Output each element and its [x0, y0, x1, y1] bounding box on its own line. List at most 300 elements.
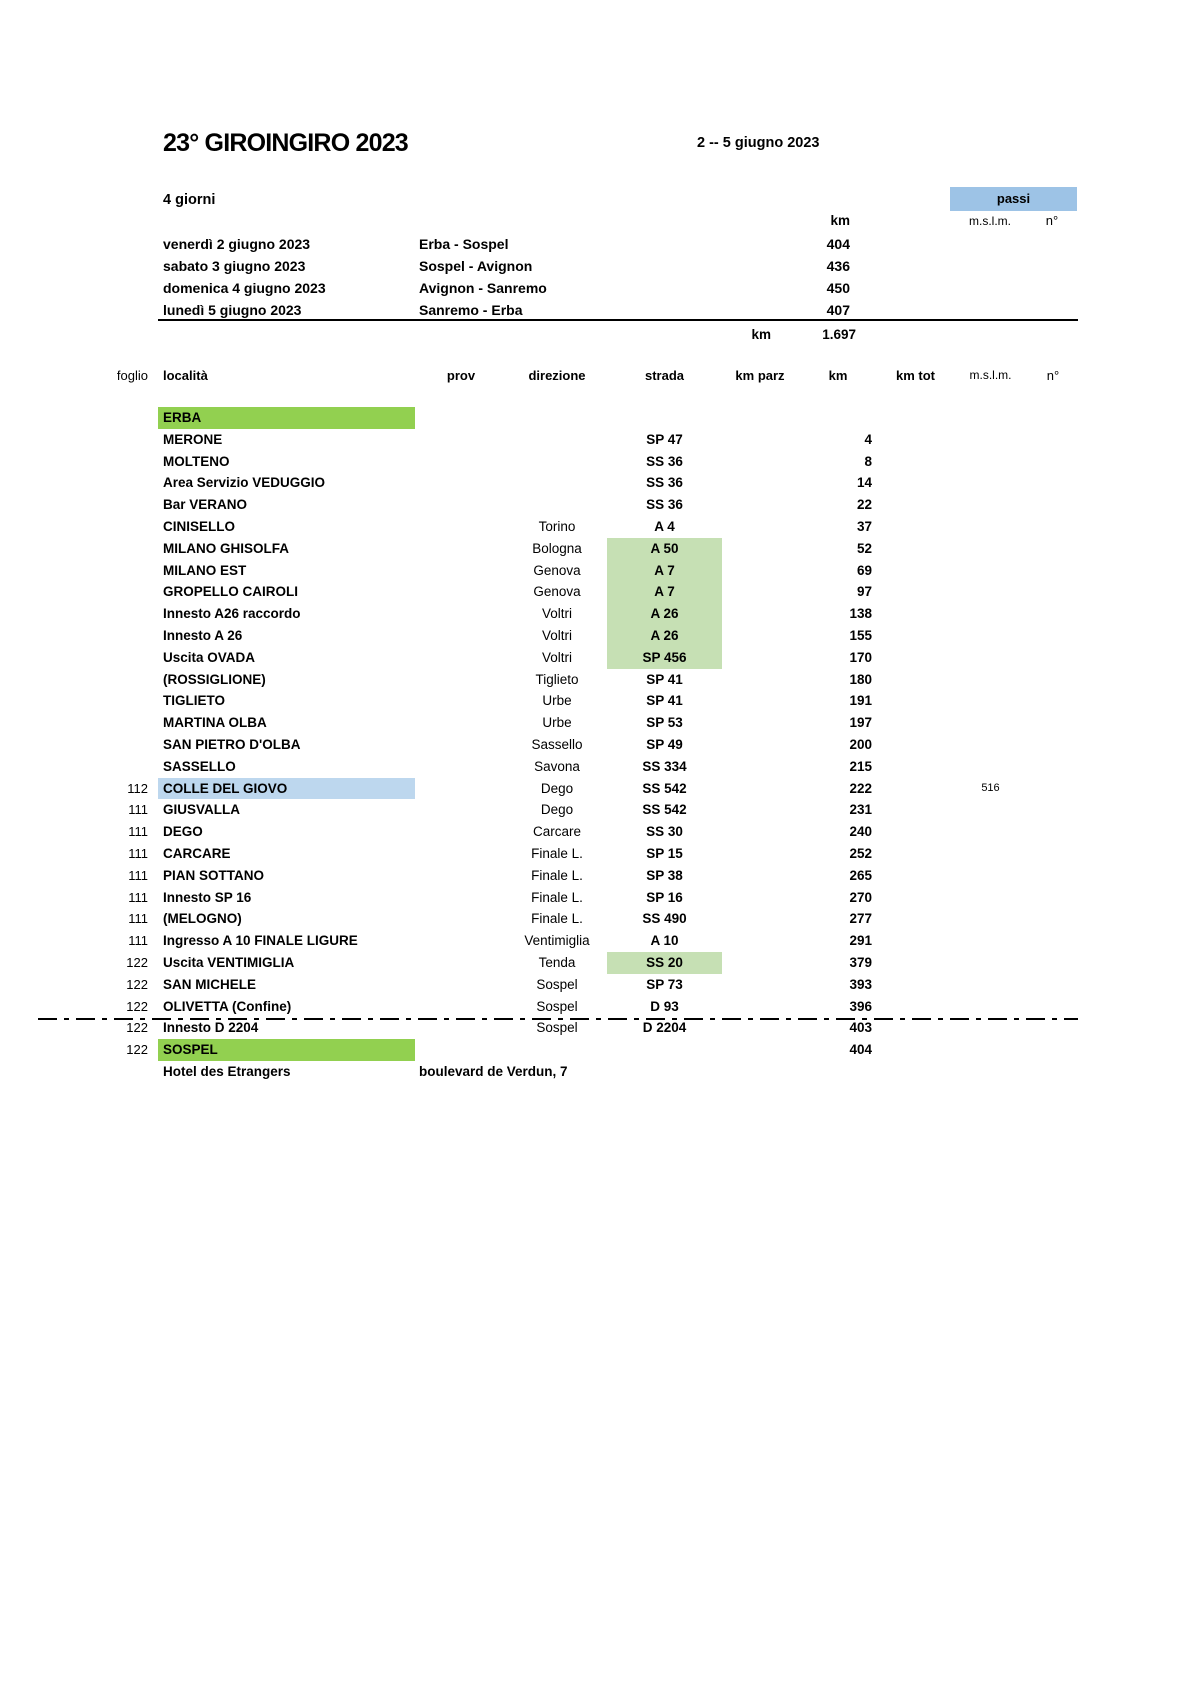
cell-strada: D 2204 — [642, 1020, 687, 1036]
cell-km-tot — [878, 799, 953, 821]
cell-direzione — [507, 472, 607, 494]
table-row — [105, 472, 1078, 494]
table-row — [105, 865, 1078, 887]
cell-km-tot — [878, 690, 953, 712]
cell-strada: SP 15 — [646, 845, 683, 861]
header-direzione: direzione — [528, 367, 586, 383]
cell-mslm — [953, 494, 1028, 516]
summary-route: Sospel - Avignon — [419, 258, 533, 274]
summary-row — [163, 277, 1190, 299]
cell-strada: A 10 — [650, 933, 679, 949]
cell-strada: SP 73 — [646, 976, 683, 992]
cell-localita: Bar VERANO — [163, 497, 248, 513]
cell-direzione: Sospel — [536, 1020, 578, 1036]
cell-direzione: Bologna — [532, 540, 582, 556]
cell-km-parz — [722, 821, 798, 843]
cell-direzione: Ventimiglia — [524, 933, 590, 949]
cell-strada: SS 542 — [642, 780, 687, 796]
cell-n — [1028, 494, 1078, 516]
header-strada: strada — [644, 367, 685, 383]
cell-strada: A 26 — [607, 625, 722, 647]
table-row — [105, 647, 1078, 669]
cell-foglio: 112 — [127, 780, 148, 796]
cell-direzione: Dego — [540, 802, 574, 818]
table-row — [105, 930, 1078, 952]
cell-mslm — [953, 407, 1028, 429]
cell-direzione: Carcare — [532, 824, 581, 840]
cell-km: 8 — [864, 453, 872, 469]
cell-km-parz — [722, 494, 798, 516]
cell-direzione: Urbe — [542, 693, 572, 709]
cell-km — [798, 407, 878, 429]
cell-km-parz — [722, 407, 798, 429]
cell-km: 180 — [849, 671, 872, 687]
cell-localita: MARTINA OLBA — [163, 715, 267, 731]
cell-localita: MILANO GHISOLFA — [163, 540, 289, 556]
cell-strada: SS 30 — [646, 824, 683, 840]
cell-localita: Innesto A26 raccordo — [163, 606, 301, 622]
cell-prov — [415, 625, 507, 647]
cell-km-tot — [878, 952, 953, 974]
passi-header-box: passi — [950, 187, 1077, 211]
cell-mslm — [953, 1039, 1028, 1061]
table-row — [105, 1039, 1078, 1061]
cell-km: 404 — [849, 1042, 872, 1058]
cell-km: 393 — [849, 976, 872, 992]
cell-km-parz — [722, 887, 798, 909]
cell-n — [1028, 756, 1078, 778]
cell-localita: MOLTENO — [163, 453, 230, 469]
table-row — [105, 603, 1078, 625]
cell-strada: A 50 — [607, 538, 722, 560]
cell-mslm — [953, 647, 1028, 669]
cell-mslm — [953, 1061, 1028, 1083]
cell-n — [1028, 560, 1078, 582]
cell-mslm — [953, 756, 1028, 778]
cell-prov — [415, 429, 507, 451]
cell-prov — [415, 494, 507, 516]
cell-n — [1028, 865, 1078, 887]
cell-localita: (ROSSIGLIONE) — [163, 671, 266, 687]
cell-foglio — [105, 669, 158, 691]
cell-localita: Uscita OVADA — [163, 649, 256, 665]
cell-prov — [415, 690, 507, 712]
cell-prov — [415, 1039, 507, 1061]
cell-address: boulevard de Verdun, 7 — [419, 1063, 568, 1079]
cell-km-tot — [878, 494, 953, 516]
cell-localita: Hotel des Etrangers — [163, 1063, 291, 1079]
cell-km-tot — [878, 407, 953, 429]
cell-n — [1028, 952, 1078, 974]
summary-n-unit: n° — [1045, 213, 1059, 228]
cell-localita: SASSELLO — [163, 758, 236, 774]
cell-n — [1028, 821, 1078, 843]
cell-km-parz — [722, 1061, 798, 1083]
cell-direzione: Finale L. — [531, 911, 583, 927]
cell-km-tot — [878, 581, 953, 603]
cell-km-parz — [722, 712, 798, 734]
cell-mslm — [953, 930, 1028, 952]
table-row — [105, 887, 1078, 909]
itinerary-header-row — [105, 364, 1078, 386]
table-row — [105, 516, 1078, 538]
cell-km-parz — [722, 603, 798, 625]
summary-row — [163, 299, 1190, 321]
summary-date: lunedì 5 giugno 2023 — [163, 302, 302, 318]
cell-prov — [415, 930, 507, 952]
cell-direzione: Voltri — [541, 649, 572, 665]
table-row — [105, 1061, 1078, 1083]
cell-strada: SS 36 — [646, 497, 683, 513]
cell-foglio — [105, 407, 158, 429]
cell-foglio: 111 — [128, 867, 148, 883]
header-km: km — [828, 367, 848, 383]
cell-localita: OLIVETTA (Confine) — [163, 998, 292, 1014]
table-row — [105, 560, 1078, 582]
cell-km: 4 — [864, 431, 872, 447]
table-row — [105, 625, 1078, 647]
cell-km: 277 — [849, 911, 872, 927]
cell-prov — [415, 451, 507, 473]
cell-n — [1028, 581, 1078, 603]
cell-prov — [415, 712, 507, 734]
table-row — [105, 952, 1078, 974]
cell-km-tot — [878, 516, 953, 538]
table-row — [105, 581, 1078, 603]
cell-km-parz — [722, 451, 798, 473]
cell-localita: PIAN SOTTANO — [163, 867, 264, 883]
cell-prov — [415, 581, 507, 603]
cell-mslm — [953, 974, 1028, 996]
cell-foglio: 122 — [126, 998, 148, 1014]
cell-foglio: 122 — [126, 954, 148, 970]
cell-km-tot — [878, 647, 953, 669]
cell-mslm — [953, 1017, 1028, 1039]
cell-strada: SS 542 — [642, 802, 687, 818]
cell-km-tot — [878, 451, 953, 473]
cell-km: 52 — [856, 540, 872, 556]
cell-localita: Innesto SP 16 — [163, 889, 252, 905]
table-row — [105, 974, 1078, 996]
cell-n — [1028, 669, 1078, 691]
cell-localita: SAN MICHELE — [163, 976, 257, 992]
cell-km-parz — [722, 908, 798, 930]
cell-n — [1028, 1039, 1078, 1061]
header-km-parz: km parz — [735, 367, 785, 383]
cell-km-parz — [722, 974, 798, 996]
cell-km-parz — [722, 647, 798, 669]
cell-km-tot — [878, 887, 953, 909]
cell-strada: A 26 — [607, 603, 722, 625]
cell-prov — [415, 996, 507, 1018]
cell-prov — [415, 647, 507, 669]
cell-km-parz — [722, 756, 798, 778]
cell-direzione — [507, 407, 607, 429]
cell-mslm — [953, 690, 1028, 712]
cell-km: 231 — [849, 802, 872, 818]
cell-km-tot — [878, 778, 953, 800]
cell-km-tot — [878, 429, 953, 451]
cell-localita: CINISELLO — [163, 518, 236, 534]
header-n: n° — [1046, 367, 1060, 383]
cell-localita: Innesto D 2204 — [163, 1020, 259, 1036]
summary-mslm-unit: m.s.l.m. — [969, 214, 1011, 228]
cell-n — [1028, 799, 1078, 821]
cell-prov — [415, 799, 507, 821]
cell-direzione: Tiglieto — [535, 671, 579, 687]
cell-n — [1028, 451, 1078, 473]
cell-direzione: Voltri — [541, 627, 572, 643]
cell-direzione: Genova — [533, 562, 581, 578]
table-row — [105, 821, 1078, 843]
cell-mslm — [953, 603, 1028, 625]
cell-prov — [415, 669, 507, 691]
cell-prov — [415, 974, 507, 996]
summary-km: 450 — [826, 280, 850, 296]
total-km-value: 1.697 — [822, 327, 856, 342]
cell-km-tot — [878, 865, 953, 887]
cell-strada: SP 49 — [646, 736, 683, 752]
cell-localita: COLLE DEL GIOVO — [158, 778, 415, 800]
cell-direzione: Finale L. — [531, 867, 583, 883]
cell-strada: SP 53 — [646, 715, 683, 731]
cell-prov — [415, 865, 507, 887]
cell-prov — [415, 516, 507, 538]
cell-km-parz — [722, 734, 798, 756]
cell-strada — [607, 1061, 722, 1083]
cell-km-tot — [878, 908, 953, 930]
cell-strada: SS 490 — [642, 911, 687, 927]
table-row — [105, 429, 1078, 451]
summary-date: sabato 3 giugno 2023 — [163, 258, 306, 274]
cell-foglio — [105, 494, 158, 516]
cell-direzione: Finale L. — [531, 845, 583, 861]
cell-km: 191 — [849, 693, 872, 709]
cell-localita: GIUSVALLA — [163, 802, 240, 818]
cell-strada: SS 334 — [642, 758, 687, 774]
table-row — [105, 690, 1078, 712]
cell-km-parz — [722, 625, 798, 647]
cell-mslm — [953, 472, 1028, 494]
cell-km-tot — [878, 996, 953, 1018]
header-km-tot: km tot — [896, 367, 935, 383]
cell-direzione — [507, 1039, 607, 1061]
cell-foglio: 111 — [128, 802, 148, 818]
page-title: 23° GIROINGIRO 2023 — [163, 129, 408, 157]
cell-foglio: 111 — [128, 845, 148, 861]
country-border-dashdot-line — [38, 1018, 1078, 1020]
cell-localita: MERONE — [163, 431, 223, 447]
summary-km: 436 — [826, 258, 850, 274]
cell-km: 252 — [849, 845, 872, 861]
cell-km-parz — [722, 1017, 798, 1039]
cell-km: 200 — [849, 736, 872, 752]
cell-strada: A 7 — [607, 581, 722, 603]
cell-strada: SS 36 — [646, 475, 683, 491]
cell-prov — [415, 821, 507, 843]
summary-rows — [0, 233, 1190, 321]
cell-mslm — [953, 538, 1028, 560]
cell-localita: DEGO — [163, 824, 203, 840]
summary-route: Sanremo - Erba — [419, 302, 523, 318]
cell-direzione: Torino — [538, 518, 576, 534]
cell-mslm — [953, 908, 1028, 930]
cell-mslm — [953, 625, 1028, 647]
cell-localita: Area Servizio VEDUGGIO — [163, 475, 326, 491]
cell-foglio — [105, 734, 158, 756]
cell-direzione: Savona — [534, 758, 580, 774]
table-row — [105, 1017, 1078, 1039]
cell-n — [1028, 603, 1078, 625]
cell-prov — [415, 887, 507, 909]
cell-n — [1028, 930, 1078, 952]
cell-foglio — [105, 581, 158, 603]
cell-km: 265 — [849, 867, 872, 883]
cell-mslm — [953, 799, 1028, 821]
cell-prov — [415, 952, 507, 974]
cell-km-tot — [878, 603, 953, 625]
cell-mslm — [953, 581, 1028, 603]
cell-n — [1028, 887, 1078, 909]
cell-km-parz — [722, 930, 798, 952]
cell-km: 37 — [856, 518, 872, 534]
cell-strada: SP 41 — [646, 693, 683, 709]
cell-km-parz — [722, 560, 798, 582]
cell-mslm — [953, 560, 1028, 582]
cell-prov — [415, 843, 507, 865]
cell-foglio — [105, 472, 158, 494]
cell-km-tot — [878, 974, 953, 996]
cell-strada — [607, 1039, 722, 1061]
cell-km: 197 — [849, 715, 872, 731]
cell-foglio — [105, 647, 158, 669]
cell-km-tot — [878, 756, 953, 778]
header-localita: località — [163, 367, 208, 383]
cell-direzione: Tenda — [538, 954, 576, 970]
cell-n — [1028, 843, 1078, 865]
cell-km-tot — [878, 1039, 953, 1061]
cell-foglio — [105, 690, 158, 712]
cell-km-parz — [722, 472, 798, 494]
cell-foglio: 111 — [128, 889, 148, 905]
table-row — [105, 778, 1078, 800]
cell-n — [1028, 407, 1078, 429]
cell-km-parz — [722, 996, 798, 1018]
cell-localita: MILANO EST — [163, 562, 247, 578]
cell-foglio — [105, 451, 158, 473]
cell-foglio — [105, 603, 158, 625]
table-row — [105, 538, 1078, 560]
cell-foglio — [105, 516, 158, 538]
table-row — [105, 451, 1078, 473]
cell-n — [1028, 974, 1078, 996]
table-row — [105, 908, 1078, 930]
cell-mslm — [953, 887, 1028, 909]
cell-localita: Uscita VENTIMIGLIA — [163, 954, 295, 970]
cell-strada: SS 36 — [646, 453, 683, 469]
table-row — [105, 494, 1078, 516]
cell-km-parz — [722, 690, 798, 712]
cell-km: 270 — [849, 889, 872, 905]
cell-km-parz — [722, 799, 798, 821]
summary-row — [163, 255, 1190, 277]
cell-direzione: Finale L. — [531, 889, 583, 905]
summary-km: 404 — [826, 236, 850, 252]
table-row — [105, 799, 1078, 821]
summary-km-unit: km — [830, 213, 850, 228]
cell-foglio: 111 — [128, 911, 148, 927]
cell-direzione — [507, 429, 607, 451]
cell-foglio — [105, 429, 158, 451]
cell-strada: SS 20 — [607, 952, 722, 974]
cell-mslm — [953, 865, 1028, 887]
cell-n — [1028, 778, 1078, 800]
cell-foglio — [105, 1061, 158, 1083]
cell-n — [1028, 908, 1078, 930]
cell-km-tot — [878, 560, 953, 582]
cell-strada: D 93 — [650, 998, 679, 1014]
cell-strada: SP 16 — [646, 889, 683, 905]
cell-foglio — [105, 538, 158, 560]
cell-direzione: Dego — [540, 780, 574, 796]
cell-prov — [415, 603, 507, 625]
cell-km: 240 — [849, 824, 872, 840]
cell-km-tot — [878, 712, 953, 734]
cell-km: 222 — [849, 780, 872, 796]
cell-mslm — [953, 996, 1028, 1018]
cell-localita: SAN PIETRO D'OLBA — [163, 736, 301, 752]
cell-strada: SP 456 — [607, 647, 722, 669]
cell-direzione — [507, 494, 607, 516]
cell-km-tot — [878, 472, 953, 494]
header-foglio: foglio — [116, 367, 148, 383]
summary-km: 407 — [826, 302, 850, 318]
cell-km-tot — [878, 1061, 953, 1083]
cell-mslm — [953, 843, 1028, 865]
table-row — [105, 407, 1078, 429]
cell-localita: Ingresso A 10 FINALE LIGURE — [163, 933, 358, 949]
summary-date: domenica 4 giugno 2023 — [163, 280, 326, 296]
summary-route: Erba - Sospel — [419, 236, 509, 252]
cell-n — [1028, 472, 1078, 494]
cell-prov — [415, 538, 507, 560]
cell-localita: TIGLIETO — [163, 693, 226, 709]
table-row — [105, 996, 1078, 1018]
cell-km: 291 — [849, 933, 872, 949]
cell-mslm — [953, 669, 1028, 691]
cell-direzione: Sospel — [536, 976, 578, 992]
summary-date: venerdì 2 giugno 2023 — [163, 236, 311, 252]
cell-km: 379 — [849, 954, 872, 970]
cell-strada — [607, 407, 722, 429]
date-range: 2 -- 5 giugno 2023 — [697, 135, 820, 151]
cell-km-tot — [878, 734, 953, 756]
cell-n — [1028, 538, 1078, 560]
cell-strada: A 7 — [607, 560, 722, 582]
cell-km: 396 — [849, 998, 872, 1014]
cell-localita: Innesto A 26 — [163, 627, 243, 643]
cell-km-parz — [722, 669, 798, 691]
cell-n — [1028, 429, 1078, 451]
header-mslm: m.s.l.m. — [969, 368, 1012, 382]
cell-n — [1028, 690, 1078, 712]
cell-n — [1028, 734, 1078, 756]
cell-prov — [415, 1017, 507, 1039]
cell-prov — [415, 734, 507, 756]
cell-km: 155 — [849, 627, 872, 643]
summary-divider-line — [158, 319, 1078, 321]
cell-localita: CARCARE — [163, 845, 231, 861]
